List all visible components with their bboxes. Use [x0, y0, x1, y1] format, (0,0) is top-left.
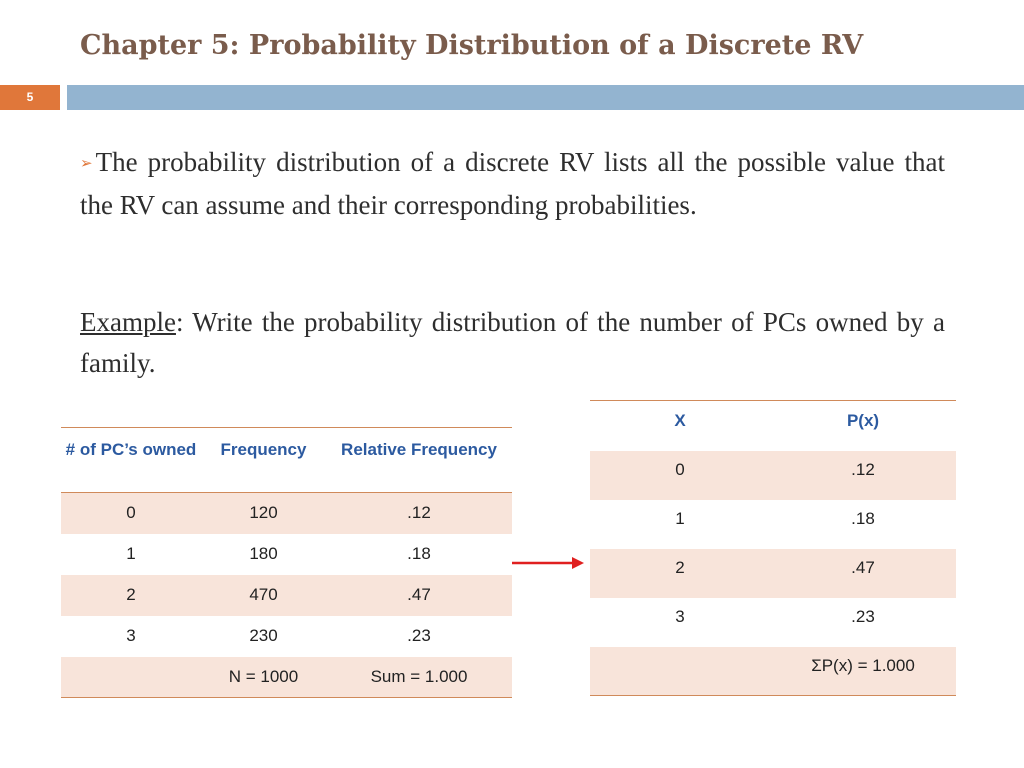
- table-cell: .47: [407, 585, 431, 604]
- table-cell: [61, 657, 201, 698]
- table-cell: .23: [851, 606, 875, 626]
- total-sum-cell: Sum = 1.000: [370, 666, 468, 686]
- example-label: Example: [80, 307, 176, 337]
- slide-number: 5: [0, 85, 60, 110]
- table-cell: 3: [126, 626, 136, 645]
- table-cell: 230: [249, 626, 278, 645]
- title-bar: [67, 85, 1024, 110]
- example-paragraph: [80, 302, 945, 384]
- slide-title: Chapter 5: Probability Distribution of a Discrete RV: [80, 30, 864, 61]
- definition-paragraph: [80, 142, 945, 226]
- table-cell: .18: [851, 508, 875, 528]
- table-total-row: [61, 657, 512, 698]
- frequency-table: [61, 427, 512, 698]
- table-cell: 1: [126, 544, 136, 563]
- total-count-cell: N = 1000: [228, 666, 299, 686]
- column-header-pcs-owned: # of PC’s owned: [61, 428, 201, 493]
- table-cell: .23: [407, 626, 431, 645]
- table-row: [61, 616, 512, 657]
- table-row: [590, 451, 956, 500]
- table-cell: 0: [675, 459, 685, 479]
- table-cell: 2: [675, 557, 685, 577]
- table-row: [61, 534, 512, 575]
- table-row: [590, 500, 956, 549]
- table-cell: 0: [126, 503, 136, 523]
- definition-text: The probability distribution of a discrete RV lists all the possible value that the RV can assume and their corresponding probabilities.: [80, 147, 945, 220]
- arrow-bullet-icon: ➢: [80, 156, 93, 172]
- red-right-arrow-icon: [512, 556, 586, 570]
- probability-table: [590, 400, 956, 696]
- probability-sum-cell: ΣP(x) = 1.000: [811, 655, 915, 675]
- table-row: [590, 598, 956, 647]
- table-row: [61, 493, 512, 534]
- column-header-relative-frequency: Relative Frequency: [326, 428, 512, 493]
- column-header-frequency: Frequency: [201, 428, 326, 493]
- table-cell: 120: [249, 503, 278, 523]
- table-row: [61, 575, 512, 616]
- table-cell: [590, 647, 770, 696]
- table-cell: 2: [126, 585, 136, 604]
- table-cell: 180: [249, 544, 278, 563]
- table-cell: .47: [851, 557, 875, 577]
- example-text: : Write the probability distribution of the number of PCs owned by a family.: [80, 307, 945, 378]
- table-cell: .12: [851, 459, 875, 479]
- table-row: [590, 549, 956, 598]
- table-cell: 1: [675, 508, 685, 528]
- table-header-row: [61, 428, 512, 493]
- table-total-row: [590, 647, 956, 696]
- column-header-px: P(x): [846, 410, 880, 430]
- table-cell: .12: [407, 503, 431, 523]
- table-cell: 3: [675, 606, 685, 626]
- table-cell: .18: [407, 544, 431, 563]
- table-cell: 470: [249, 585, 278, 604]
- table-header-row: [590, 401, 956, 451]
- column-header-x: X: [674, 410, 686, 430]
